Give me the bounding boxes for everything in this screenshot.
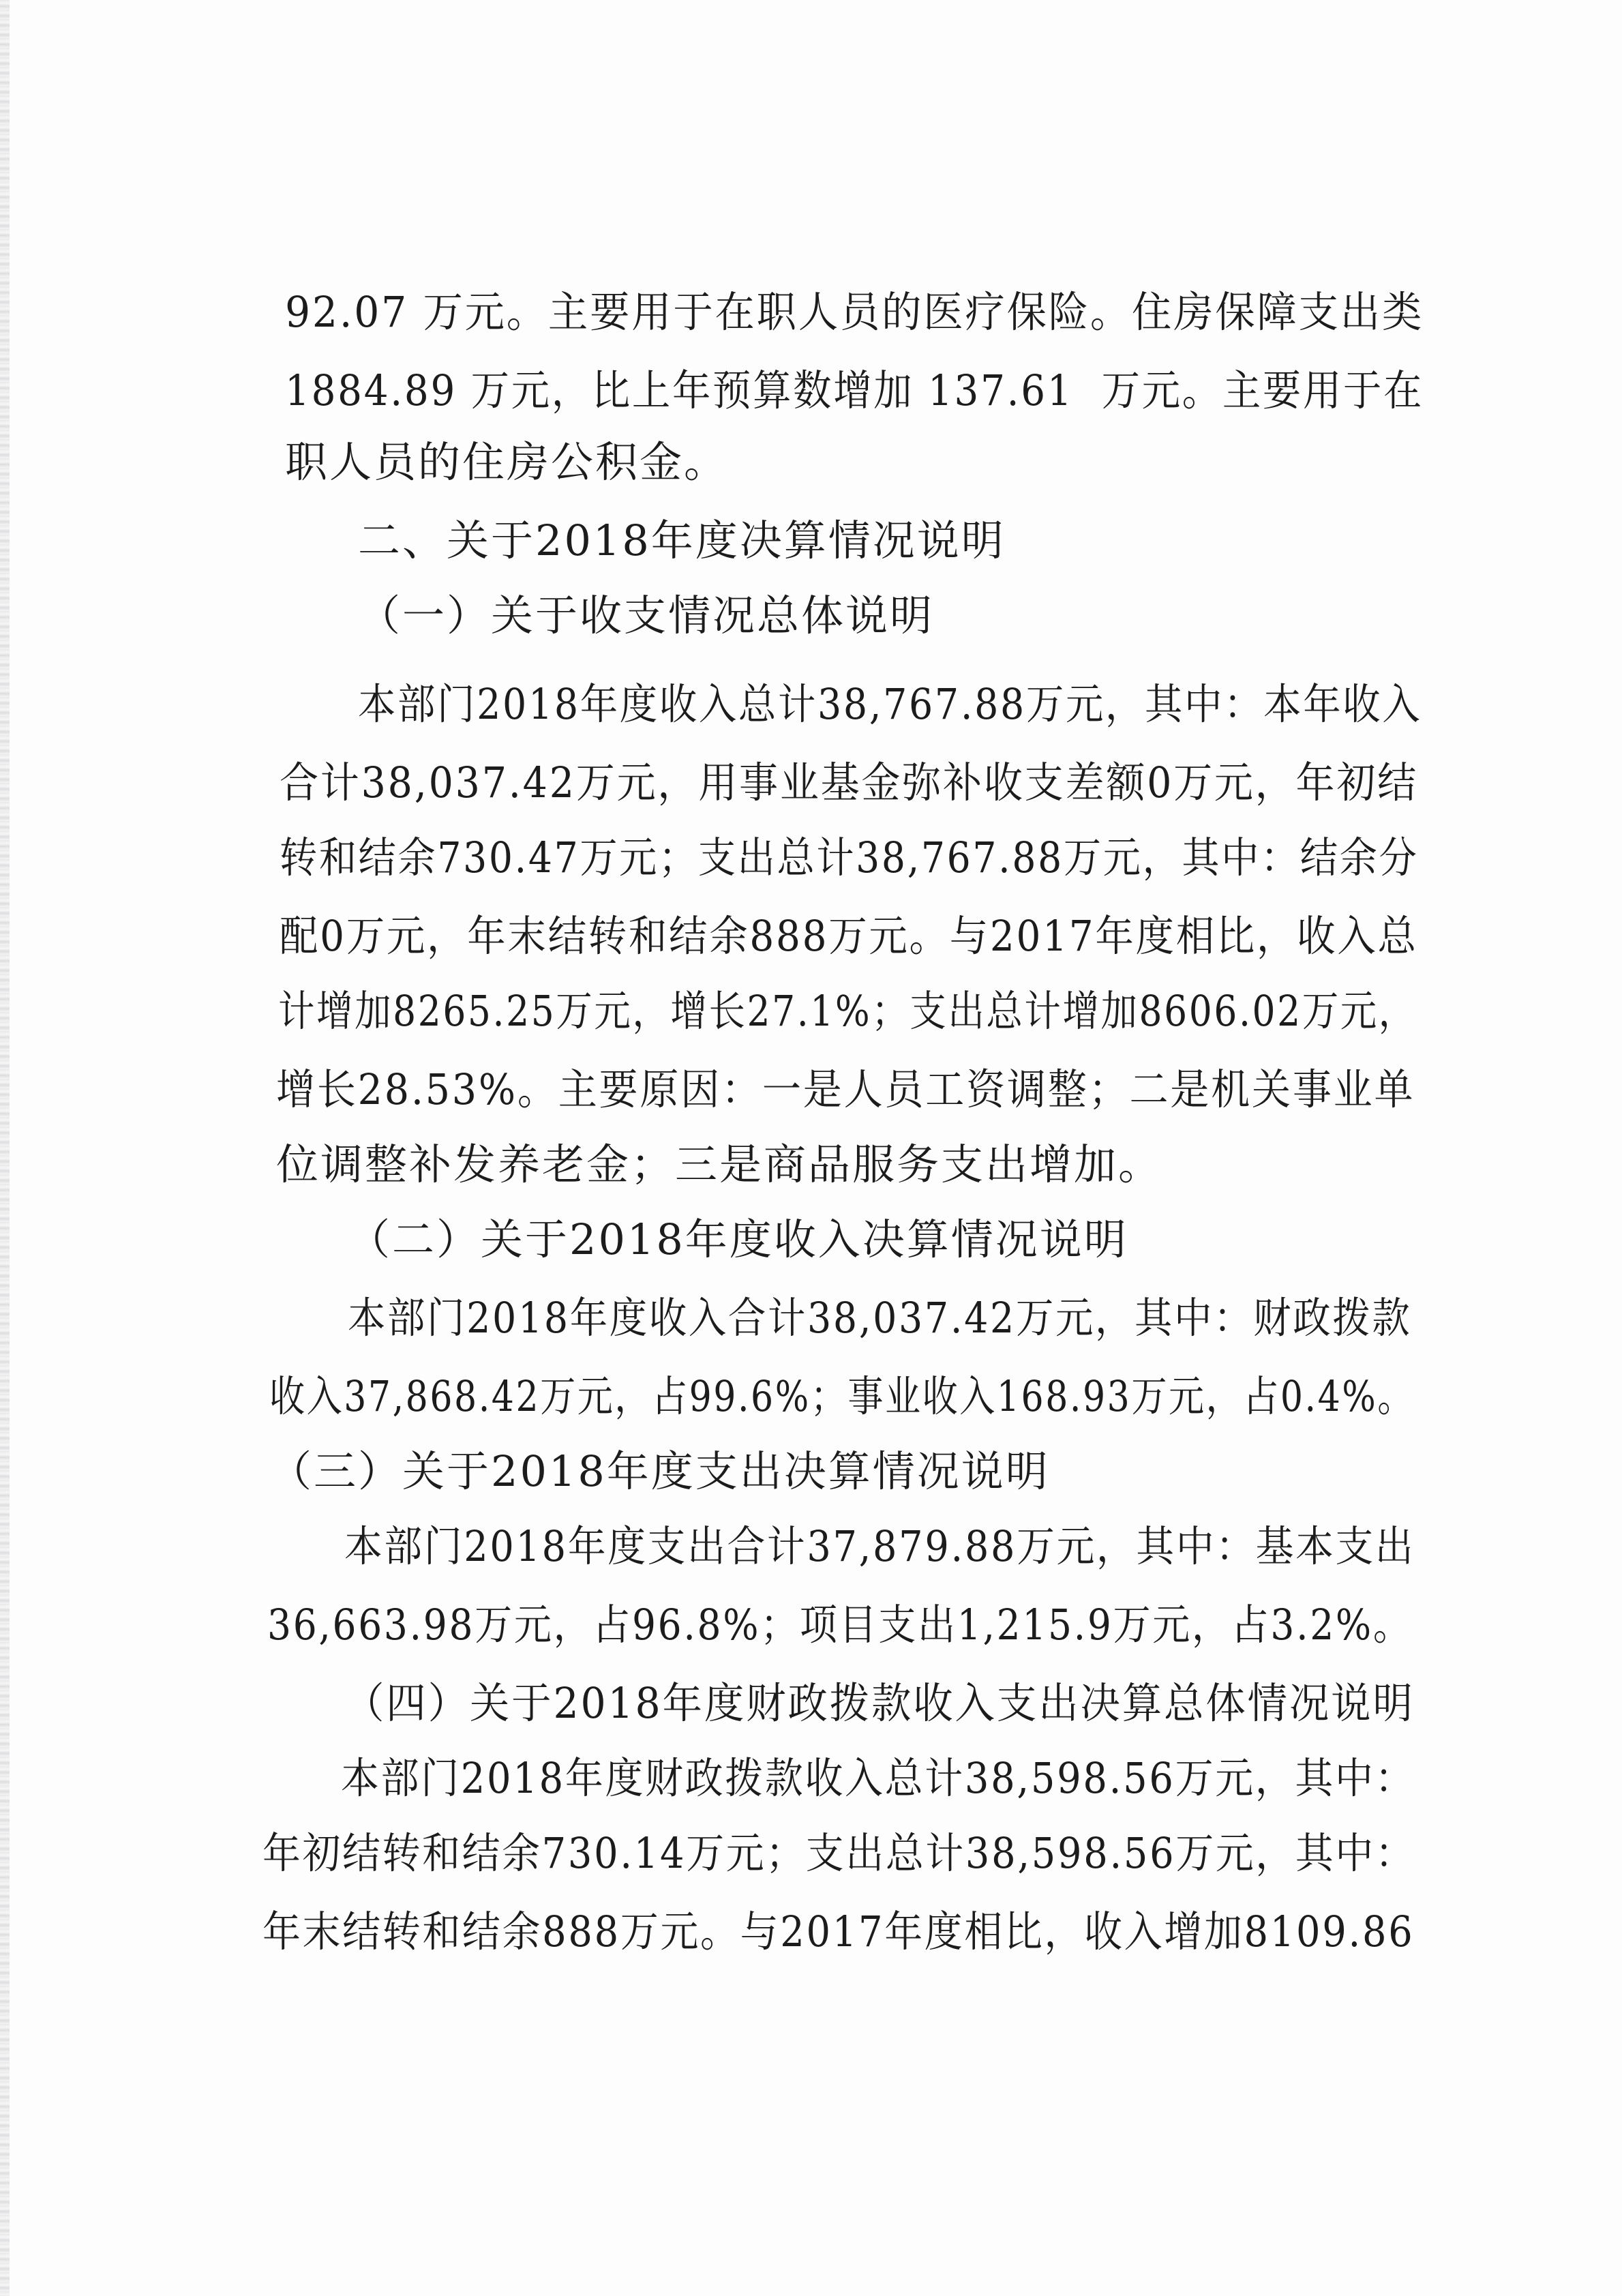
text-line: 位调整补发养老金；三是商品服务支出增加。 bbox=[276, 1139, 1163, 1189]
text-line: 本部门2018年度支出合计37,879.88万元，其中：基本支出 bbox=[344, 1521, 1415, 1571]
text-line: 计增加8265.25万元，增长27.1%；支出总计增加8606.02万元， bbox=[278, 986, 1417, 1036]
subsection-heading: （三）关于2018年度支出决算情况说明 bbox=[269, 1446, 1050, 1496]
section-heading: 二、关于2018年度决算情况说明 bbox=[358, 516, 1006, 565]
text-line: 收入37,868.42万元，占99.6%；事业收入168.93万元，占0.4%。 bbox=[269, 1371, 1415, 1421]
text-line: 1884.89 万元，比上年预算数增加 137.61 万元。主要用于在 bbox=[285, 366, 1424, 415]
text-line: 增长28.53%。主要原因：一是人员工资调整；二是机关事业单 bbox=[276, 1064, 1415, 1114]
text-line: 合计38,037.42万元，用事业基金弥补收支差额0万元，年初结 bbox=[280, 758, 1418, 807]
text-line: 本部门2018年度收入合计38,037.42万元，其中：财政拨款 bbox=[348, 1293, 1412, 1343]
subsection-heading: （四）关于2018年度财政拨款收入支出决算总体情况说明 bbox=[344, 1678, 1415, 1728]
text-line: 本部门2018年度收入总计38,767.88万元，其中：本年收入 bbox=[358, 679, 1422, 729]
text-line: 36,663.98万元，占96.8%；项目支出1,215.9万元，占3.2%。 bbox=[267, 1600, 1413, 1650]
text-line: 职人员的住房公积金。 bbox=[285, 437, 729, 487]
text-line: 配0万元，年末结转和结余888万元。与2017年度相比，收入总 bbox=[280, 911, 1418, 961]
scan-edge bbox=[0, 0, 10, 2296]
text-line: 年末结转和结余888万元。与2017年度相比，收入增加8109.86 bbox=[262, 1907, 1415, 1956]
text-line: 92.07 万元。主要用于在职人员的医疗保险。住房保障支出类 bbox=[285, 287, 1424, 337]
subsection-heading: （一）关于收支情况总体说明 bbox=[358, 591, 935, 640]
text-line: 转和结余730.47万元；支出总计38,767.88万元，其中：结余分 bbox=[280, 833, 1419, 882]
text-line: 本部门2018年度财政拨款收入总计38,598.56万元，其中： bbox=[341, 1753, 1415, 1803]
text-line: 年初结转和结余730.14万元；支出总计38,598.56万元，其中： bbox=[262, 1828, 1415, 1878]
subsection-heading: （二）关于2018年度收入决算情况说明 bbox=[348, 1214, 1128, 1264]
